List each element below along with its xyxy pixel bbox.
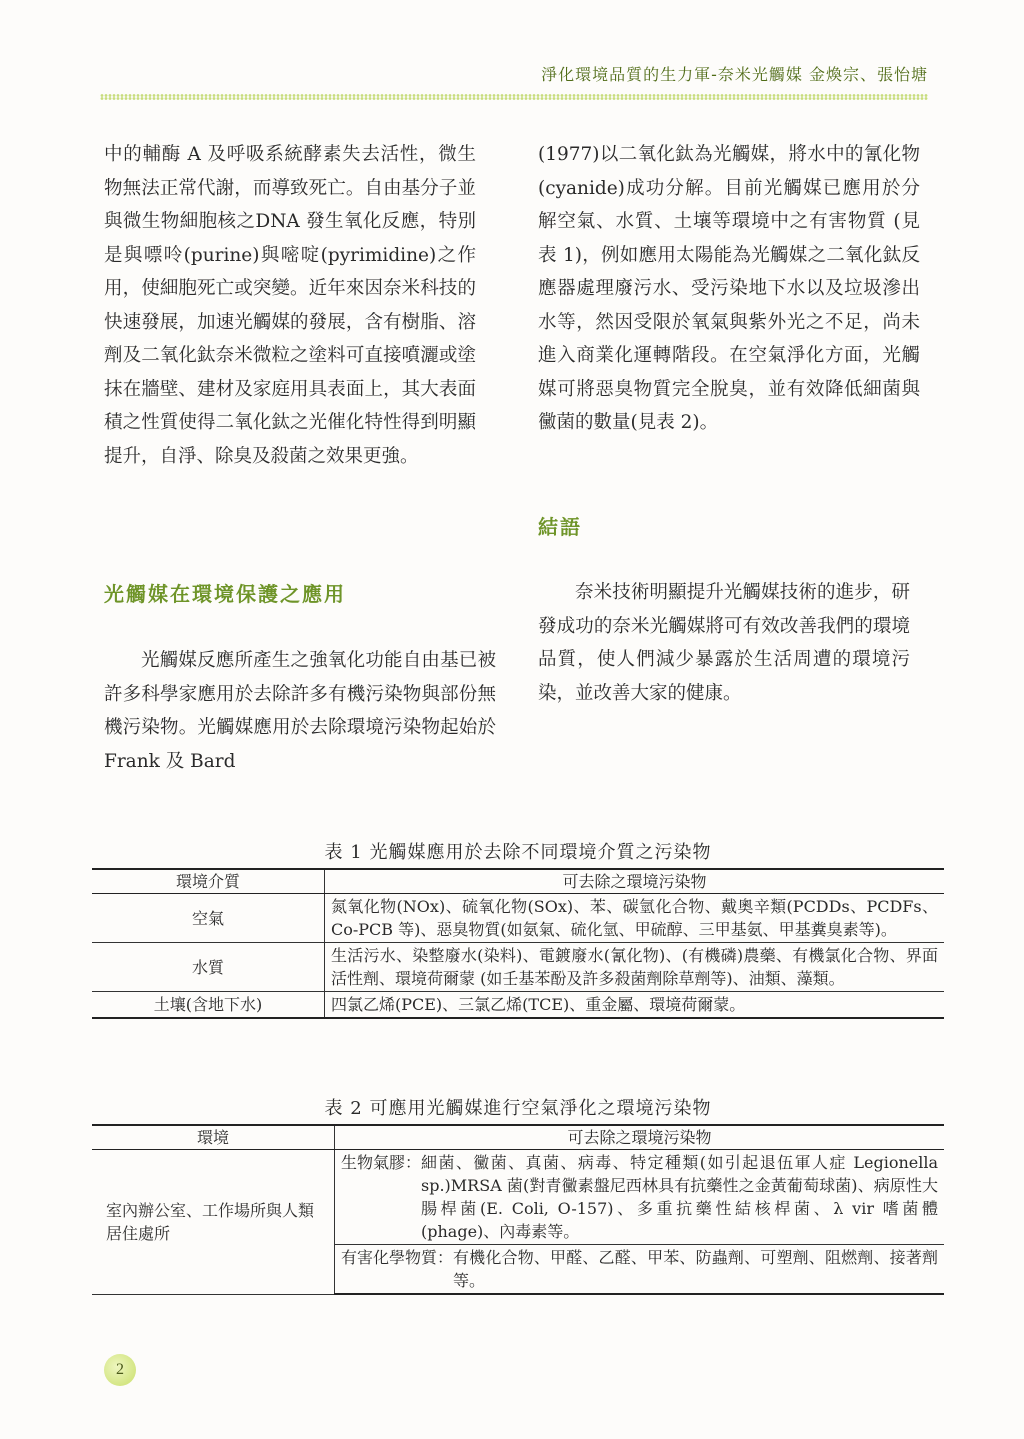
table1-medium-air: 空氣 — [92, 894, 325, 943]
left-column-text-2 — [104, 644, 496, 778]
table1-header-pollutants: 可去除之環境污染物 — [325, 869, 945, 894]
header-dotted-rule — [100, 94, 928, 100]
section-heading-conclusion: 結語 — [538, 515, 582, 539]
table2-header-environment: 環境 — [92, 1125, 335, 1150]
page-number-badge: 2 — [104, 1354, 136, 1386]
table1-medium-water: 水質 — [92, 943, 325, 992]
running-header-title: 淨化環境品質的生力軍-奈米光觸媒 金煥宗、張怡塘 — [541, 65, 928, 84]
right-paragraph-1: (1977)以二氧化鈦為光觸媒，將水中的氰化物(cyanide)成功分解。目前光觸媒已應用於分解空氣、水質、土壤等環境中之有害物質 (見表 1)，例如應用太陽能為光觸媒之二氧化鈦反應器處理廢污水、受污染地下水以及垃圾滲出水等，然因受限於氧氣與紫外光之不足，尚未進入商業化運轉階段。在空氣淨化方面，光觸媒可將惡臭物質完全脫臭，並有效降低細菌與黴菌的數量(見表 2)。 — [538, 144, 920, 433]
table2-item-label: 有害化學物質： — [341, 1248, 454, 1267]
table1-content-water: 生活污水、染整廢水(染料)、電鍍廢水(氰化物)、(有機磷)農藥、有機氯化合物、界面活性劑、環境荷爾蒙 (如壬基苯酚及許多殺菌劑除草劑等)、油類、藻類。 — [325, 943, 945, 992]
right-paragraph-2: 奈米技術明顯提升光觸媒技術的進步，研發成功的奈米光觸媒將可有效改善我們的環境品質，使人們減少暴露於生活周遭的環境污染，並改善大家的健康。 — [538, 582, 910, 704]
left-paragraph-2: 光觸媒反應所產生之強氧化功能自由基已被許多科學家應用於去除許多有機污染物與部份無機污染物。光觸媒應用於去除環境污染物起始於 Frank 及 Bard — [104, 650, 496, 772]
table2-item-label: 生物氣膠： — [341, 1153, 422, 1172]
table2-environment: 室內辦公室、工作場所與人類居住處所 — [92, 1150, 335, 1295]
right-column-text — [538, 138, 920, 440]
table2-header-pollutants: 可去除之環境污染物 — [335, 1125, 945, 1150]
table2-item-chemical — [335, 1245, 945, 1295]
table-row — [92, 894, 944, 943]
left-paragraph-1: 中的輔酶 A 及呼吸系統酵素失去活性，微生物無法正常代謝，而導致死亡。自由基分子並與微生物細胞核之DNA 發生氧化反應，特別是與嘌呤(purine)與嘧啶(pyrimidine)之作用，使細胞死亡或突變。近年來因奈米科技的快速發展，加速光觸媒的發展，含有樹脂、溶劑及二氧化鈦奈米微粒之塗料可直接噴灑或塗抹在牆壁、建材及家庭用具表面上，其大表面積之性質使得二氧化鈦之光催化特性得到明顯提升，自淨、除臭及殺菌之效果更強。 — [104, 144, 476, 467]
table-row — [92, 1150, 944, 1245]
table2-item-content: 細菌、黴菌、真菌、病毒、特定種類(如引起退伍軍人症 Legionella sp.)MRSA 菌(對青黴素盤尼西林具有抗藥性之金黃葡萄球菌)、病原性大腸桿菌(E. Coli, O-157)、多重抗藥性結核桿菌、λ vir 嗜菌體 (phage)、內毒素等。 — [421, 1153, 938, 1241]
left-column-text — [104, 138, 476, 473]
table-row — [92, 943, 944, 992]
table2-item-content: 有機化合物、甲醛、乙醛、甲苯、防蟲劑、可塑劑、阻燃劑、接著劑等。 — [453, 1248, 938, 1290]
table2-caption: 表 2 可應用光觸媒進行空氣淨化之環境污染物 — [324, 1098, 712, 1119]
table-row — [92, 992, 944, 1019]
table1 — [92, 868, 944, 1019]
table2 — [92, 1124, 944, 1295]
table2-item-bioaerosol — [335, 1150, 945, 1245]
table1-header-medium: 環境介質 — [92, 869, 325, 894]
table1-caption: 表 1 光觸媒應用於去除不同環境介質之污染物 — [324, 842, 712, 863]
table1-content-air: 氮氧化物(NOx)、硫氧化物(SOx)、苯、碳氫化合物、戴奧辛類(PCDDs、PCDFs、Co-PCB 等)、惡臭物質(如氨氣、硫化氫、甲硫醇、三甲基氨、甲基糞臭素等)。 — [325, 894, 945, 943]
table1-content-soil: 四氯乙烯(PCE)、三氯乙烯(TCE)、重金屬、環境荷爾蒙。 — [325, 992, 945, 1019]
table1-medium-soil: 土壤(含地下水) — [92, 992, 325, 1019]
right-column-text-2 — [538, 576, 910, 710]
section-heading-applications: 光觸媒在環境保護之應用 — [104, 582, 346, 606]
